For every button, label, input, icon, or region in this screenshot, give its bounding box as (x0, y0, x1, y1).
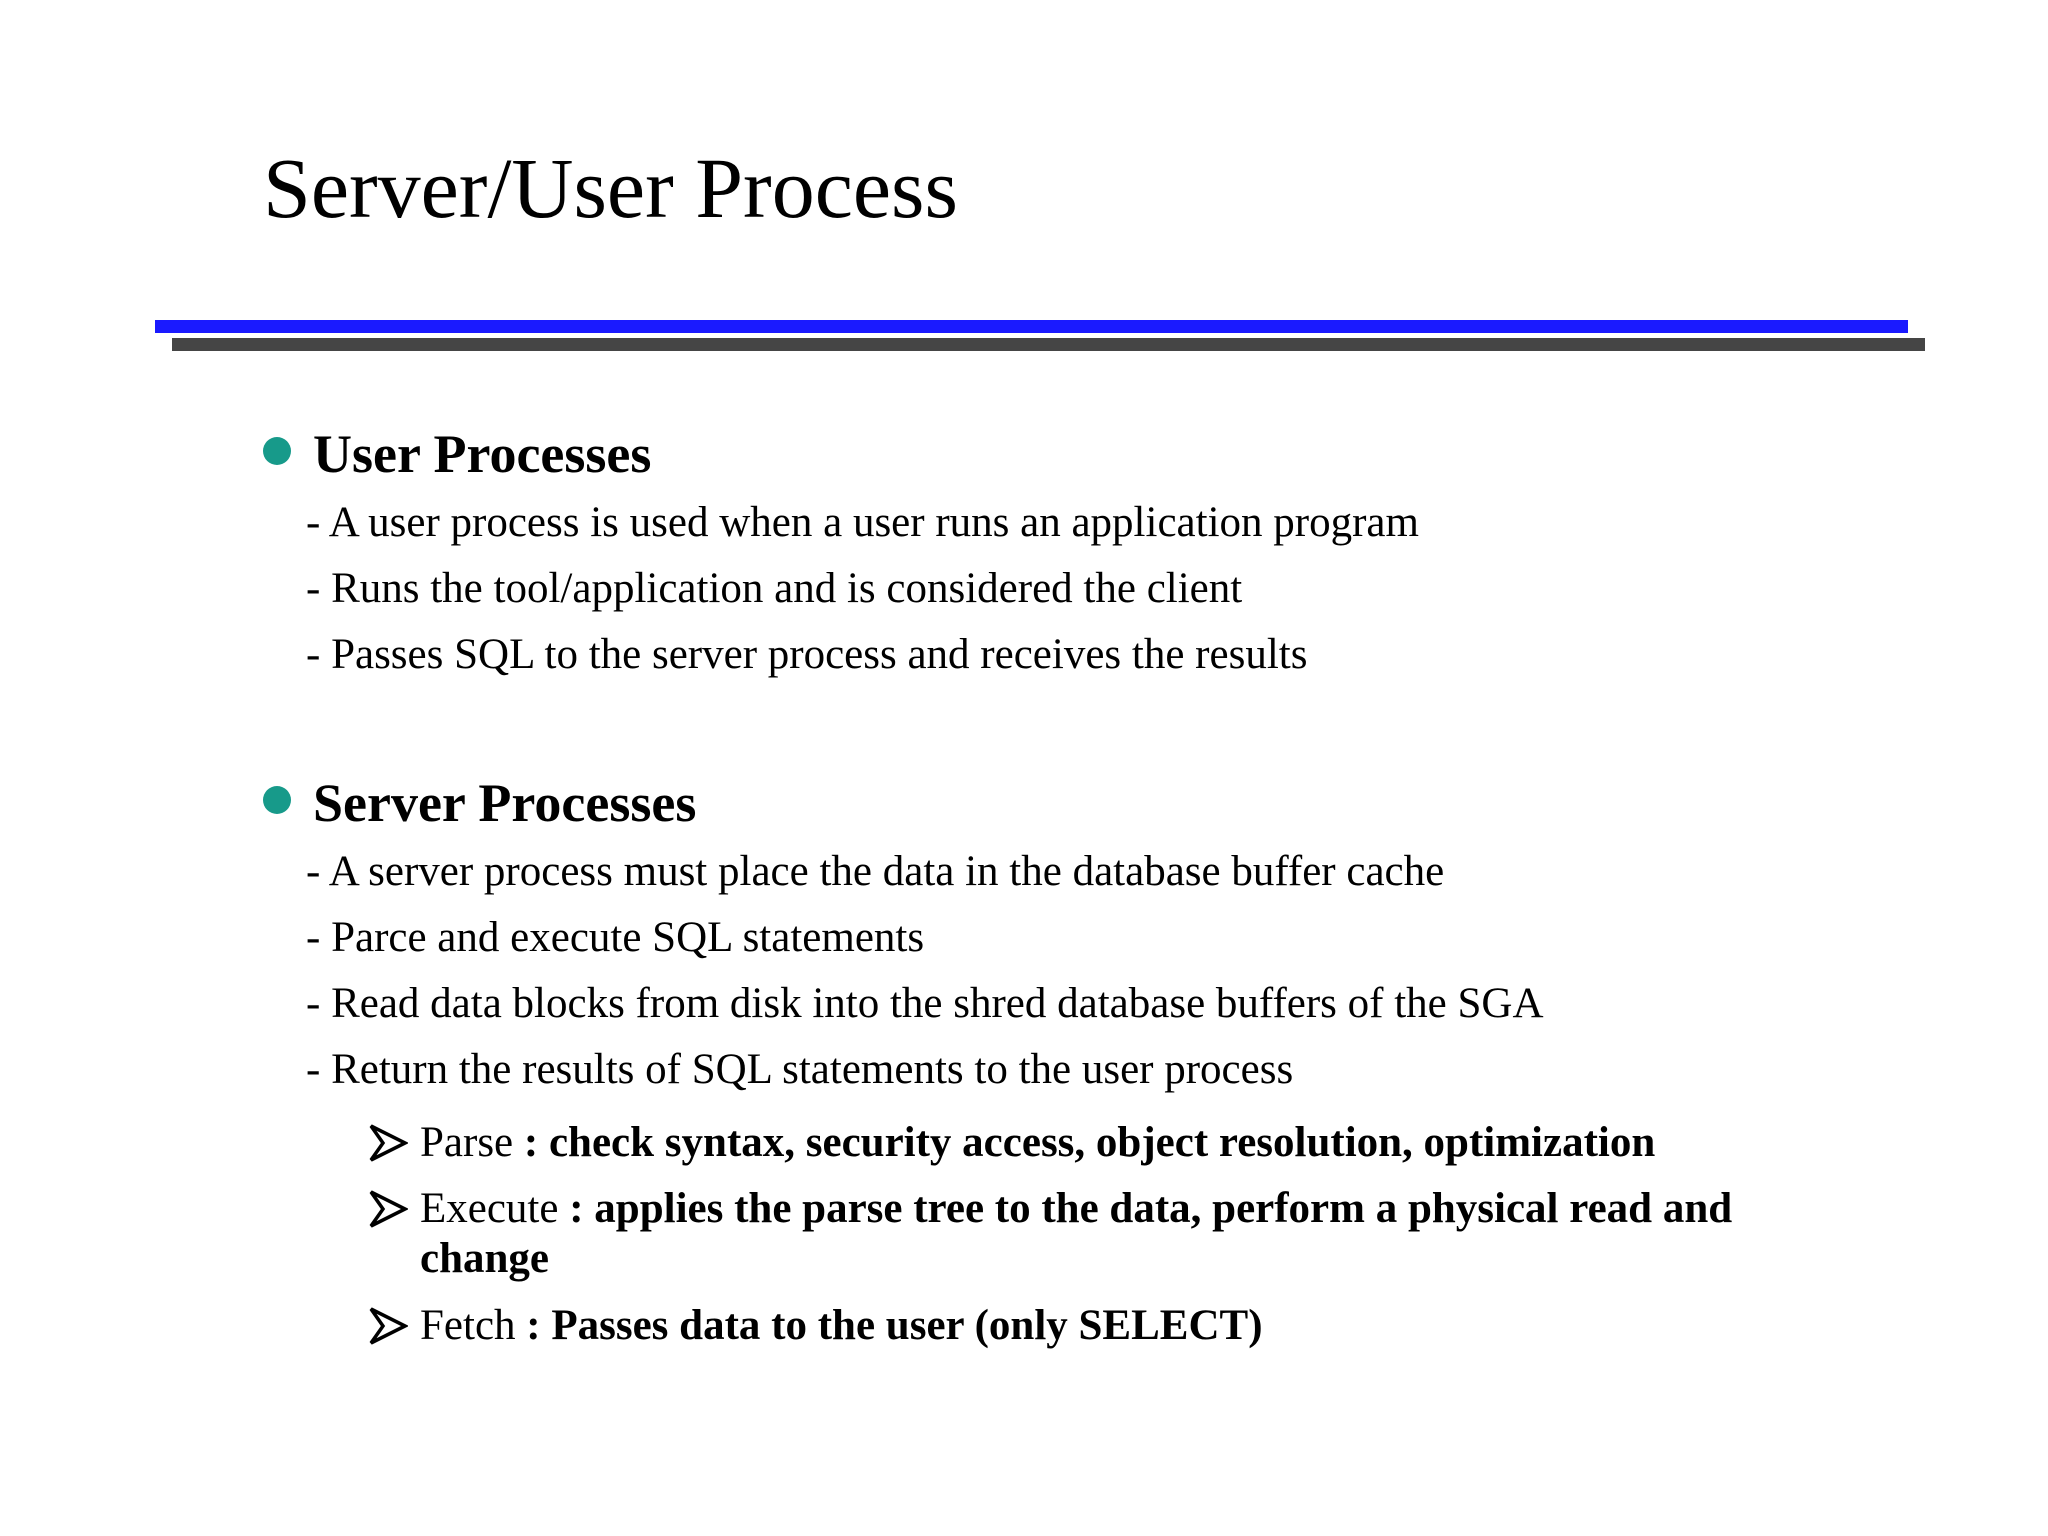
bullet-dot-icon (263, 437, 291, 465)
detail-term: Fetch (420, 1302, 527, 1349)
list-item: - A server process must place the data in the database buffer cache (306, 848, 1445, 895)
detail-description: : applies the parse tree to the data, perform a physical read and (569, 1185, 1733, 1232)
detail-text (420, 1184, 1732, 1234)
title-rule-blue (155, 320, 1908, 333)
list-item: - A user process is used when a user runs an application program (306, 499, 1419, 546)
detail-description-continued: change (420, 1235, 549, 1282)
detail-term: Execute (420, 1185, 570, 1232)
arrowhead-bullet-icon (368, 1306, 408, 1346)
bullet-dot-icon (263, 786, 291, 814)
title-rule-gray (172, 338, 1925, 351)
arrowhead-bullet-icon (368, 1189, 408, 1229)
list-item: - Runs the tool/application and is considered the client (306, 565, 1243, 612)
section-heading: Server Processes (313, 773, 697, 833)
detail-term: Parse (420, 1119, 524, 1166)
list-item: - Parce and execute SQL statements (306, 914, 925, 961)
list-item: - Read data blocks from disk into the shred database buffers of the SGA (306, 980, 1544, 1027)
detail-description: : Passes data to the user (only SELECT) (526, 1302, 1263, 1349)
detail-text (420, 1301, 1263, 1351)
section-heading: User Processes (313, 424, 652, 484)
slide-title: Server/User Process (263, 140, 958, 236)
list-item: - Return the results of SQL statements to the user process (306, 1046, 1294, 1093)
list-item: - Passes SQL to the server process and receives the results (306, 631, 1308, 678)
detail-description: : check syntax, security access, object resolution, optimization (523, 1119, 1656, 1166)
arrowhead-bullet-icon (368, 1123, 408, 1163)
detail-text (420, 1118, 1655, 1168)
